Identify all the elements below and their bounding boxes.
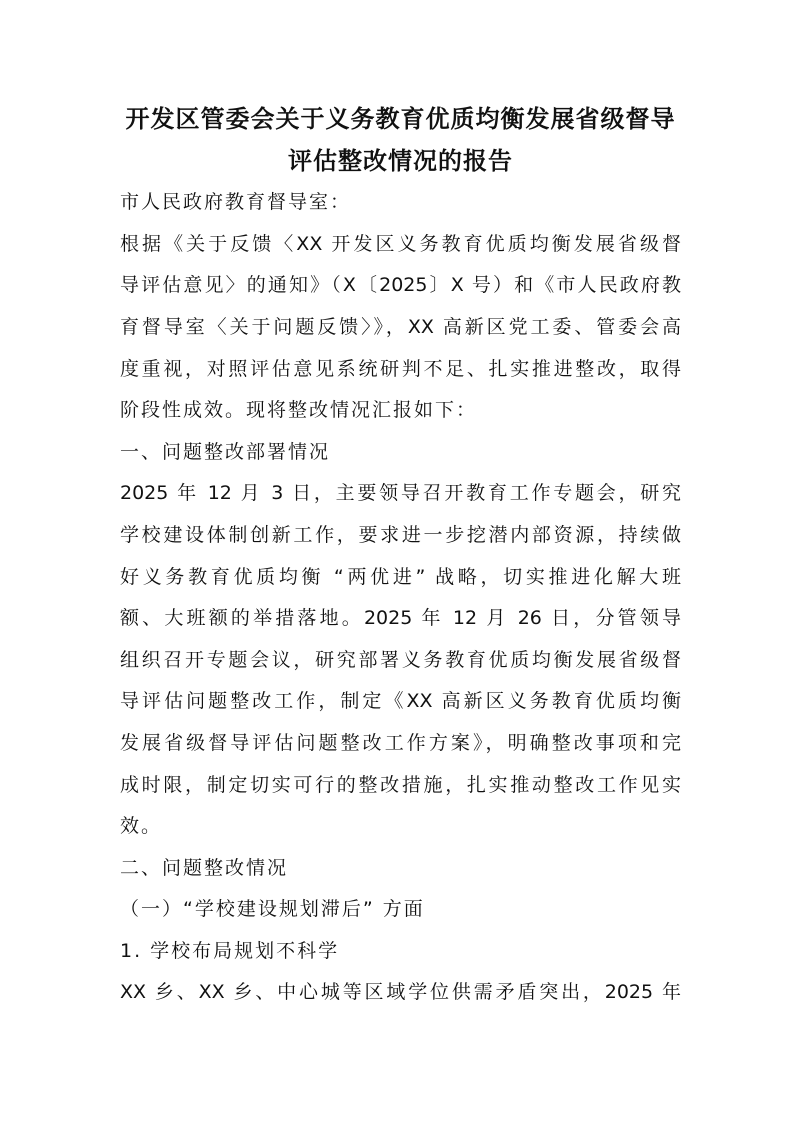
body-text-line: 效。: [120, 815, 163, 838]
body-text-line: 1. 学校布局规划不科学: [120, 939, 340, 962]
body-text-line: 导评估问题整改工作，制定《XX 高新区义务教育优质均衡: [120, 690, 681, 713]
body-text-line: 市人民政府教育督导室：: [120, 191, 352, 214]
body-text-line: 度重视，对照评估意见系统研判不足、扎实推进整改，取得: [120, 357, 681, 380]
body-text-line: 根据《关于反馈〈XX 开发区义务教育优质均衡发展省级督: [120, 232, 681, 255]
body-text-line: 2025 年 12 月 3 日，主要领导召开教育工作专题会，研究: [120, 482, 681, 505]
body-text-line: 阶段性成效。现将整改情况汇报如下：: [120, 399, 478, 422]
document-title-line-2: 评估整改情况的报告: [288, 146, 513, 175]
body-text-line: 育督导室〈关于问题反馈〉》，XX 高新区党工委、管委会高: [120, 315, 681, 338]
body-text-line: 好义务教育优质均衡 “两优进” 战略，切实推进化解大班: [120, 565, 681, 588]
body-text-line: （一）“学校建设规划滞后” 方面: [120, 898, 425, 921]
body-text-line: 二、问题整改情况: [120, 856, 289, 879]
document-body: [120, 182, 681, 1014]
document-page: [120, 99, 681, 1014]
body-text-line: 发展省级督导评估问题整改工作方案》，明确整改事项和完: [120, 731, 681, 754]
body-text-line: 成时限，制定切实可行的整改措施，扎实推动整改工作见实: [120, 773, 681, 796]
body-text-line: 导评估意见〉的通知》（X〔2025〕X 号）和《市人民政府教: [120, 274, 681, 297]
body-text-line: 组织召开专题会议，研究部署义务教育优质均衡发展省级督: [120, 648, 681, 671]
body-text-line: XX 乡、XX 乡、中心城等区域学位供需矛盾突出，2025 年: [120, 981, 681, 1004]
body-text-line: 一、问题整改部署情况: [120, 440, 331, 463]
body-text-line: 额、大班额的举措落地。2025 年 12 月 26 日，分管领导: [120, 607, 681, 630]
document-title-line-1: 开发区管委会关于义务教育优质均衡发展省级督导: [125, 105, 676, 133]
body-text-line: 学校建设体制创新工作，要求进一步挖潜内部资源，持续做: [120, 523, 681, 546]
